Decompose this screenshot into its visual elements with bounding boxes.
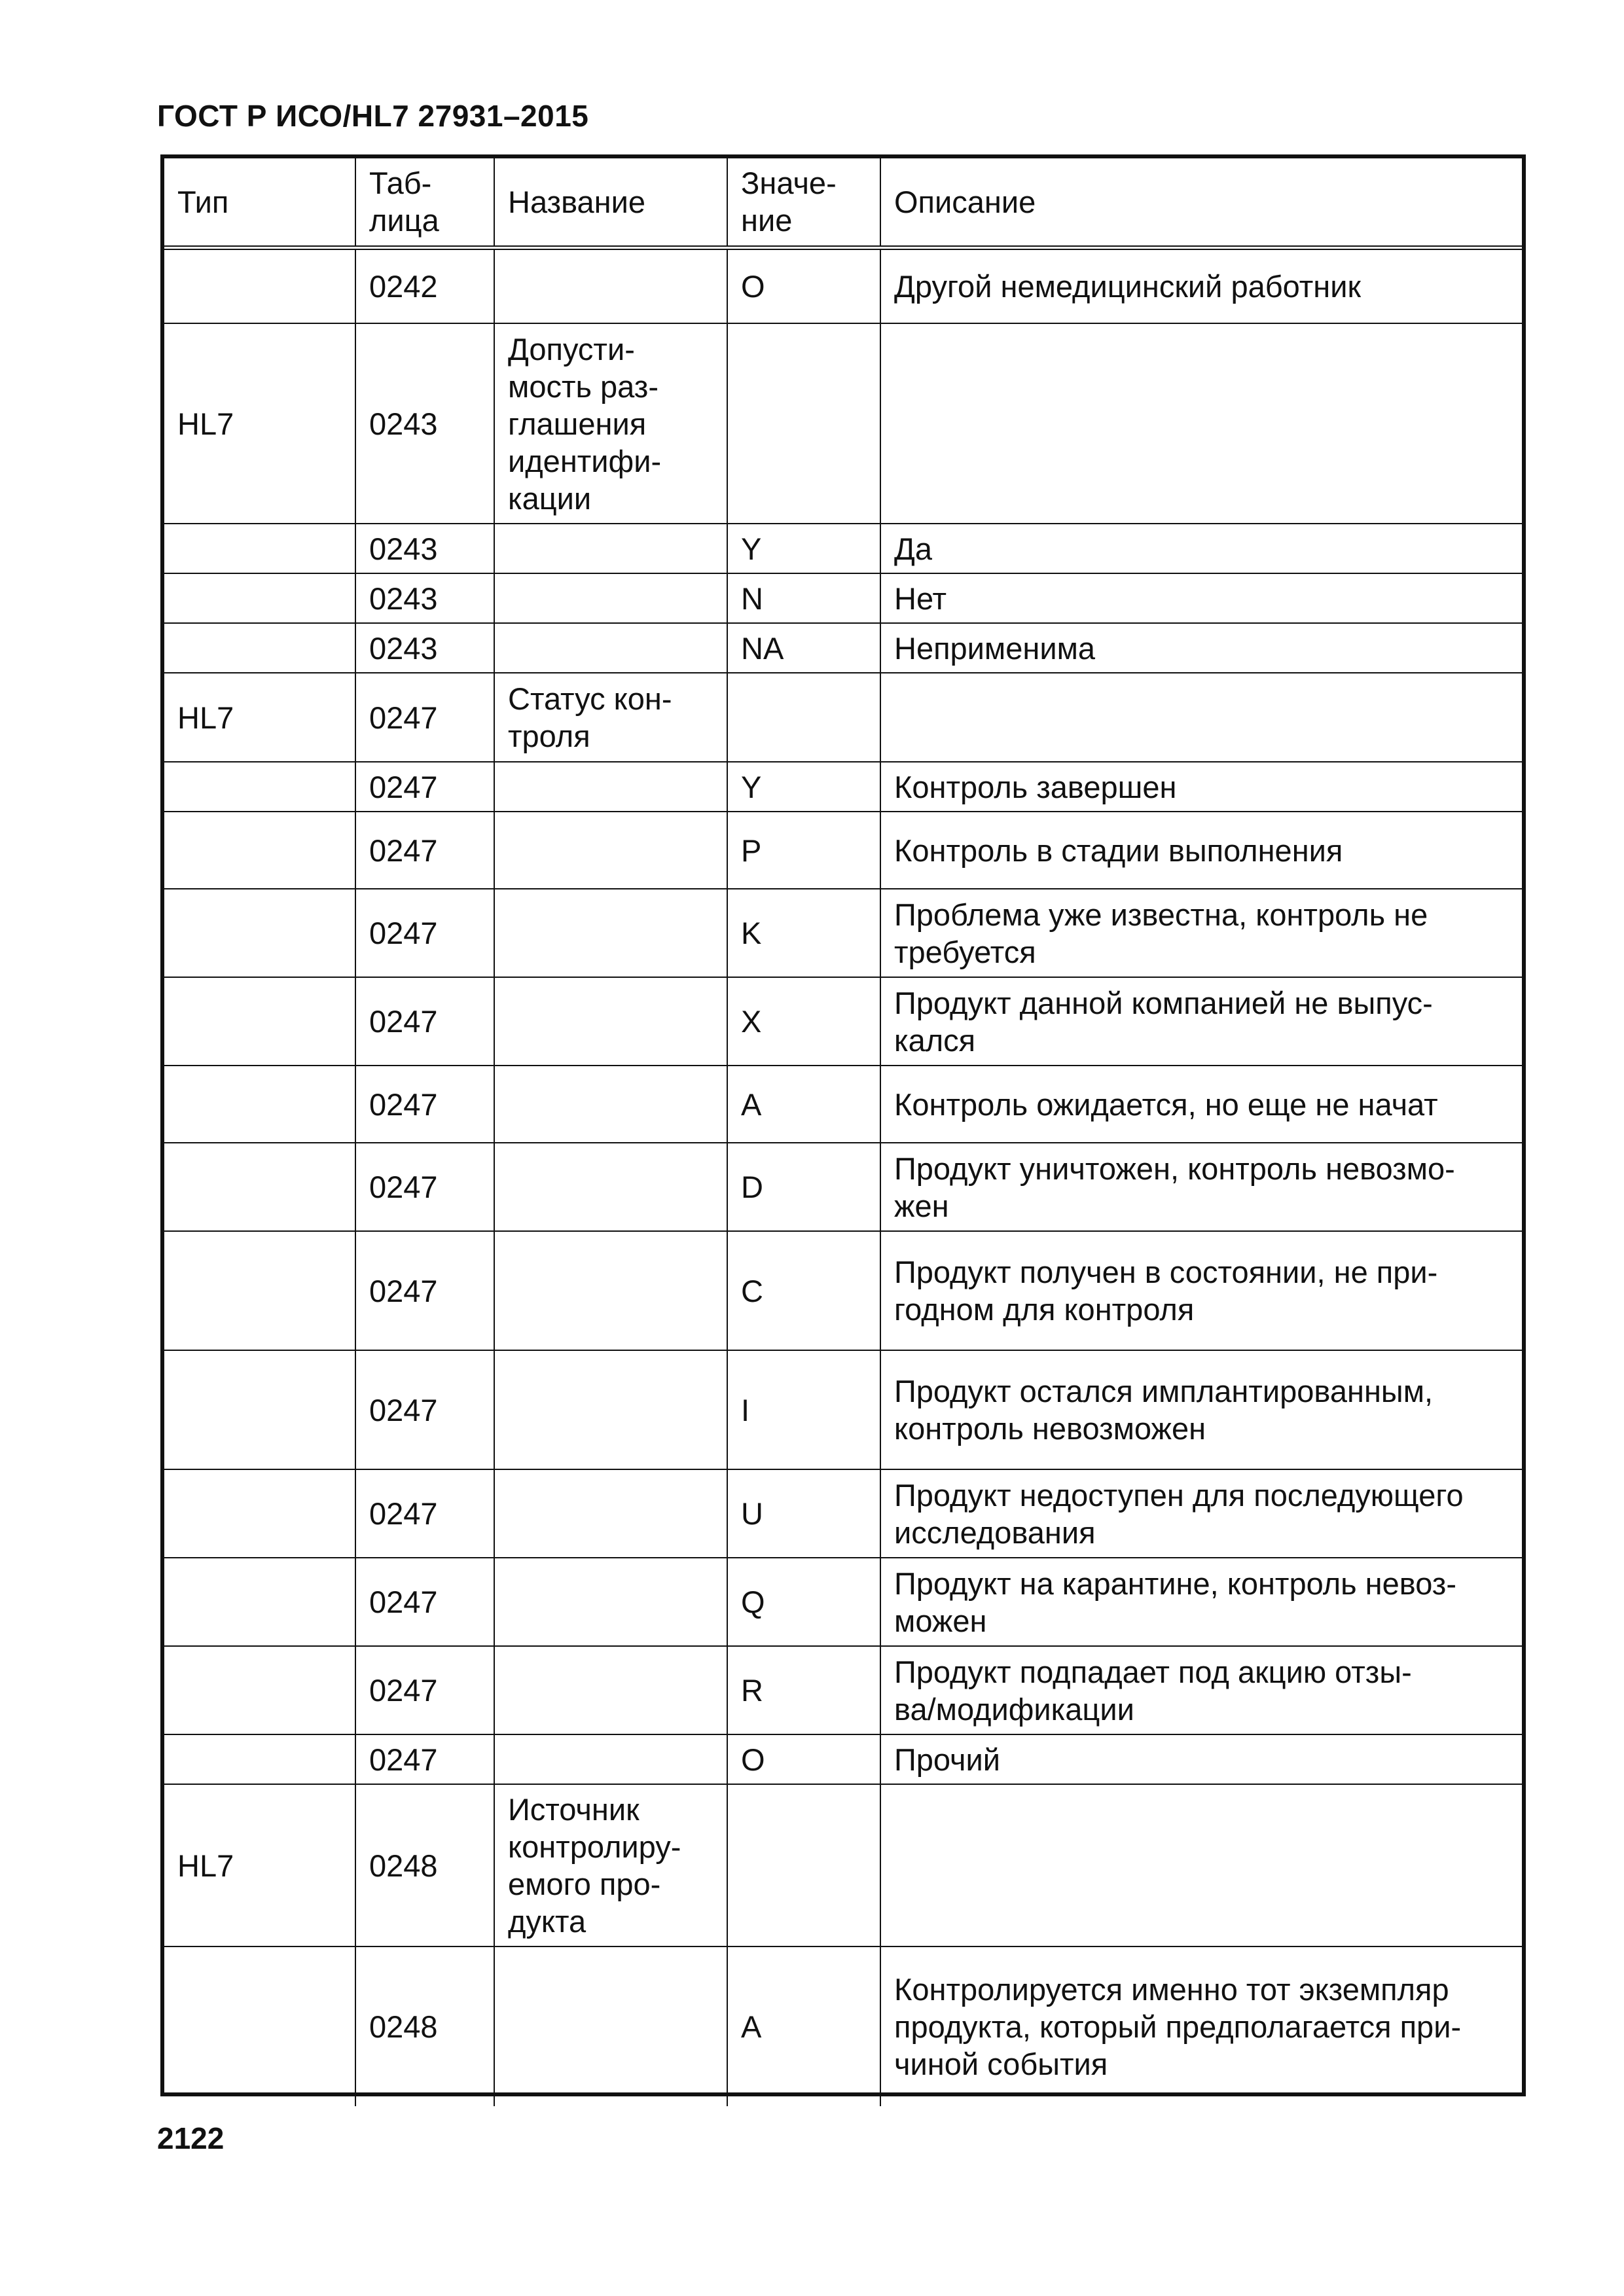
cell-name [494, 1143, 727, 1231]
column-header-name: Название [494, 158, 727, 247]
cell-type [164, 1558, 355, 1646]
cell-value: X [727, 977, 880, 1066]
cell-type [164, 977, 355, 1066]
cell-table: 0243 [355, 524, 494, 573]
table-row [164, 524, 1522, 573]
cell-table: 0247 [355, 1143, 494, 1231]
column-header-description: Описание [880, 158, 1522, 247]
cell-type [164, 1066, 355, 1143]
code-table [164, 158, 1522, 2106]
cell-table: 0247 [355, 762, 494, 812]
cell-description: Да [880, 524, 1522, 573]
cell-table: 0248 [355, 1784, 494, 1946]
cell-value: N [727, 573, 880, 623]
table-row [164, 1231, 1522, 1350]
cell-type [164, 1469, 355, 1558]
cell-description: Продукт на карантине, контроль невоз- можен [880, 1558, 1522, 1646]
column-header-table: Таб- лица [355, 158, 494, 247]
cell-description: Неприменима [880, 623, 1522, 673]
cell-value: A [727, 1066, 880, 1143]
cell-description: Проблема уже известна, контроль не требуется [880, 889, 1522, 977]
document-header: ГОСТ Р ИСО/HL7 27931–2015 [157, 99, 589, 133]
table-row [164, 1734, 1522, 1784]
code-table-frame [160, 154, 1526, 2096]
cell-description: Нет [880, 573, 1522, 623]
table-row [164, 573, 1522, 623]
cell-description: Контроль завершен [880, 762, 1522, 812]
cell-table: 0243 [355, 323, 494, 524]
cell-name [494, 1066, 727, 1143]
cell-type [164, 247, 355, 323]
cell-type [164, 623, 355, 673]
cell-type [164, 889, 355, 977]
cell-table: 0247 [355, 812, 494, 889]
cell-name [494, 1350, 727, 1469]
cell-table: 0243 [355, 623, 494, 673]
cell-table: 0247 [355, 1646, 494, 1734]
cell-table: 0247 [355, 889, 494, 977]
cell-name [494, 1646, 727, 1734]
table-row [164, 1558, 1522, 1646]
cell-type [164, 1646, 355, 1734]
cell-value: R [727, 1646, 880, 1734]
table-row [164, 1469, 1522, 1558]
cell-name [494, 1558, 727, 1646]
cell-value: K [727, 889, 880, 977]
cell-name [494, 524, 727, 573]
cell-type [164, 1734, 355, 1784]
cell-description: Продукт остался имплантированным, контроль невозможен [880, 1350, 1522, 1469]
cell-type [164, 1350, 355, 1469]
cell-name [494, 812, 727, 889]
cell-table: 0247 [355, 1734, 494, 1784]
cell-type [164, 1231, 355, 1350]
cell-description: Контроль ожидается, но еще не начат [880, 1066, 1522, 1143]
cell-name [494, 1231, 727, 1350]
table-row [164, 1646, 1522, 1734]
cell-value [727, 673, 880, 762]
cell-value [727, 323, 880, 524]
cell-description: Продукт данной компанией не выпус- кался [880, 977, 1522, 1066]
cell-description: Прочий [880, 1734, 1522, 1784]
table-row [164, 977, 1522, 1066]
cell-name: Допусти- мость раз- глашения идентифи- кации [494, 323, 727, 524]
cell-name [494, 573, 727, 623]
cell-description: Продукт уничтожен, контроль невозмо- жен [880, 1143, 1522, 1231]
cell-type: HL7 [164, 1784, 355, 1946]
cell-value: Q [727, 1558, 880, 1646]
cell-description [880, 673, 1522, 762]
cell-table: 0248 [355, 1946, 494, 2106]
cell-description: Другой немедицинский работник [880, 247, 1522, 323]
cell-name: Источник контролиру- емого про- дукта [494, 1784, 727, 1946]
table-row [164, 1066, 1522, 1143]
cell-table: 0247 [355, 1469, 494, 1558]
cell-table: 0247 [355, 977, 494, 1066]
table-row [164, 812, 1522, 889]
cell-value: Y [727, 762, 880, 812]
cell-description: Контролируется именно тот экземпляр продукта, который предполагается при- чиной события [880, 1946, 1522, 2106]
cell-value: C [727, 1231, 880, 1350]
cell-table: 0243 [355, 573, 494, 623]
cell-description: Продукт получен в состоянии, не при- годном для контроля [880, 1231, 1522, 1350]
cell-type [164, 1946, 355, 2106]
cell-type [164, 573, 355, 623]
cell-type [164, 812, 355, 889]
page-number: 2122 [157, 2121, 225, 2155]
cell-name [494, 247, 727, 323]
cell-table: 0242 [355, 247, 494, 323]
cell-value: Y [727, 524, 880, 573]
cell-value: NA [727, 623, 880, 673]
cell-name [494, 623, 727, 673]
cell-type: HL7 [164, 673, 355, 762]
cell-type: HL7 [164, 323, 355, 524]
table-row [164, 1143, 1522, 1231]
table-row [164, 1350, 1522, 1469]
cell-value: I [727, 1350, 880, 1469]
cell-description [880, 1784, 1522, 1946]
cell-value: D [727, 1143, 880, 1231]
cell-table: 0247 [355, 1066, 494, 1143]
cell-value [727, 1784, 880, 1946]
column-header-type: Тип [164, 158, 355, 247]
cell-name [494, 1946, 727, 2106]
cell-type [164, 1143, 355, 1231]
cell-table: 0247 [355, 1558, 494, 1646]
table-row [164, 623, 1522, 673]
cell-name [494, 1734, 727, 1784]
cell-description [880, 323, 1522, 524]
table-row [164, 1784, 1522, 1946]
cell-value: O [727, 1734, 880, 1784]
table-header-row [164, 158, 1522, 247]
cell-type [164, 762, 355, 812]
cell-description: Контроль в стадии выполнения [880, 812, 1522, 889]
cell-name [494, 977, 727, 1066]
cell-value: A [727, 1946, 880, 2106]
cell-table: 0247 [355, 673, 494, 762]
cell-value: P [727, 812, 880, 889]
cell-table: 0247 [355, 1231, 494, 1350]
cell-name: Статус кон- троля [494, 673, 727, 762]
cell-table: 0247 [355, 1350, 494, 1469]
cell-value: U [727, 1469, 880, 1558]
cell-description: Продукт недоступен для последующего исследования [880, 1469, 1522, 1558]
cell-type [164, 524, 355, 573]
cell-description: Продукт подпадает под акцию отзы- ва/модификации [880, 1646, 1522, 1734]
table-row [164, 323, 1522, 524]
table-row [164, 762, 1522, 812]
cell-name [494, 762, 727, 812]
cell-name [494, 889, 727, 977]
cell-value: O [727, 247, 880, 323]
column-header-value: Значе- ние [727, 158, 880, 247]
table-row [164, 673, 1522, 762]
table-row [164, 889, 1522, 977]
table-row [164, 247, 1522, 323]
table-row [164, 1946, 1522, 2106]
cell-name [494, 1469, 727, 1558]
